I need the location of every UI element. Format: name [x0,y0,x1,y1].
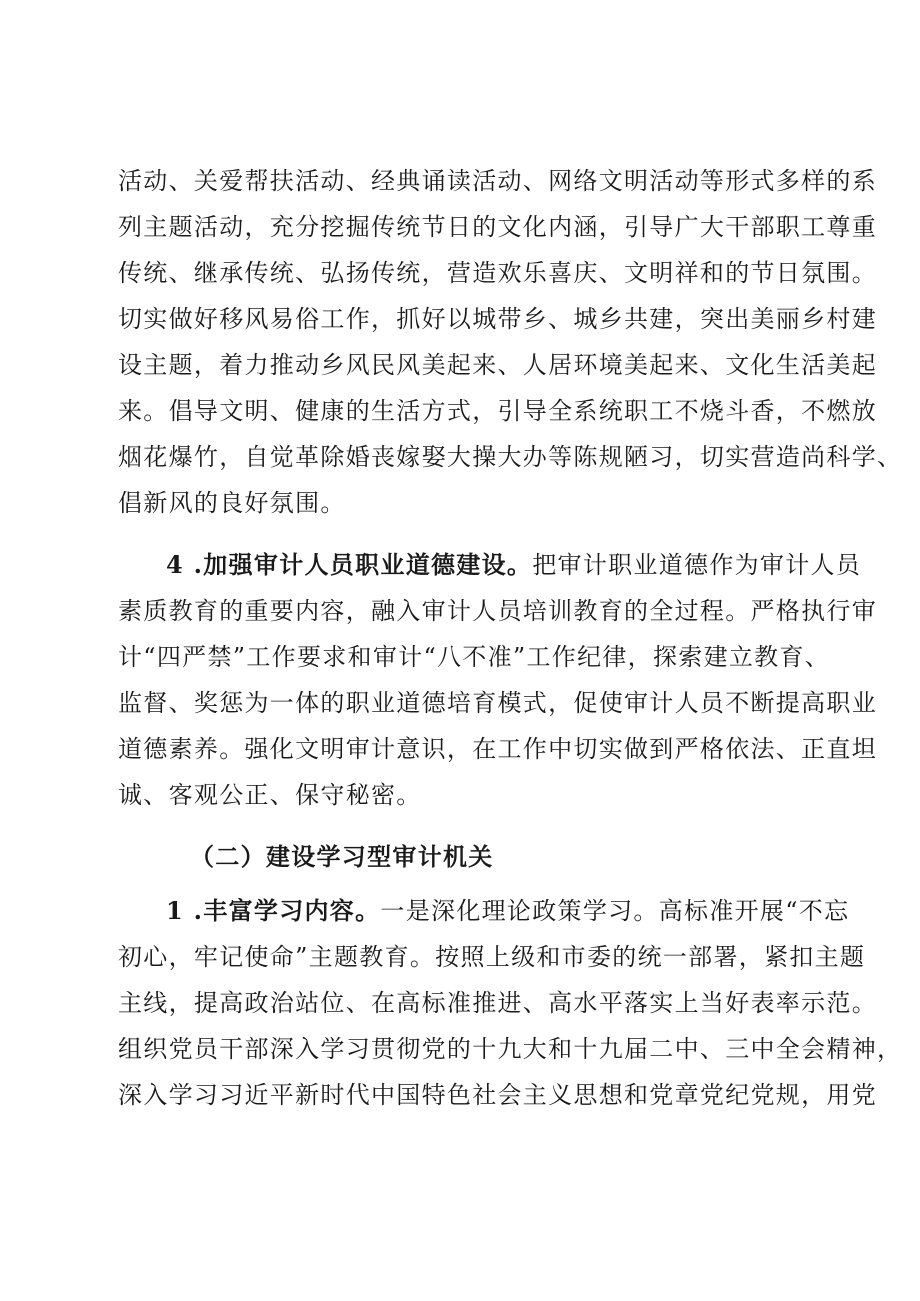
paragraph-line: 烟花爆竹，自觉革除婚丧嫁娶大操大办等陈规陋习，切实营造尚科学、 [118,443,903,471]
item-1-first-line [166,896,856,926]
paragraph-line: 活动、关爱帮扶活动、经典诵读活动、网络文明活动等形式多样的系 [118,167,877,195]
paragraph-line: 监督、奖惩为一体的职业道德培育模式，促使审计人员不断提高职业 [118,689,877,717]
paragraph-line: 道德素养。强化文明审计意识，在工作中切实做到严格依法、正直坦 [118,735,877,763]
paragraph-line: 组织党员干部深入学习贯彻党的十九大和十九届二中、三中全会精神， [118,1035,903,1063]
paragraph-line: 切实做好移风易俗工作，抓好以城带乡、城乡共建，突出美丽乡村建 [118,305,877,333]
paragraph-line: 来。倡导文明、健康的生活方式，引导全系统职工不烧斗香，不燃放 [118,397,877,425]
paragraph-line: 深入学习习近平新时代中国特色社会主义思想和党章党纪党规，用党 [118,1081,877,1109]
item-1-heading: 1 .丰富学习内容。 [166,896,381,925]
paragraph-line: 计“四严禁”工作要求和审计“八不准”工作纪律，探索建立教育、 [118,643,831,671]
item-4-first-line-text: 把审计职业道德作为审计人员 [532,551,862,579]
paragraph-line: 设主题，着力推动乡风民风美起来、人居环境美起来、文化生活美起 [118,351,877,379]
item-4-first-line [166,550,862,580]
paragraph-line: 倡新风的良好氛围。 [118,489,346,517]
paragraph-line: 主线，提高政治站位、在高标准推进、高水平落实上当好表率示范。 [118,989,877,1017]
paragraph-line: 初心，牢记使命”主题教育。按照上级和市委的统一部署，紧扣主题 [118,943,866,971]
paragraph-line: 素质教育的重要内容，融入审计人员培训教育的全过程。严格执行审 [118,597,877,625]
paragraph-line: 列主题活动，充分挖掘传统节日的文化内涵，引导广大干部职工尊重 [118,213,877,241]
item-4-heading: 4 .加强审计人员职业道德建设。 [166,550,533,579]
section-heading: （二）建设学习型审计机关 [190,842,494,871]
paragraph-line: 传统、继承传统、弘扬传统，营造欢乐喜庆、文明祥和的节日氛围。 [118,259,877,287]
item-1-first-line-text: 一是深化理论政策学习。高标准开展“不忘 [380,897,850,925]
paragraph-line: 诚、客观公正、保守秘密。 [118,781,422,809]
